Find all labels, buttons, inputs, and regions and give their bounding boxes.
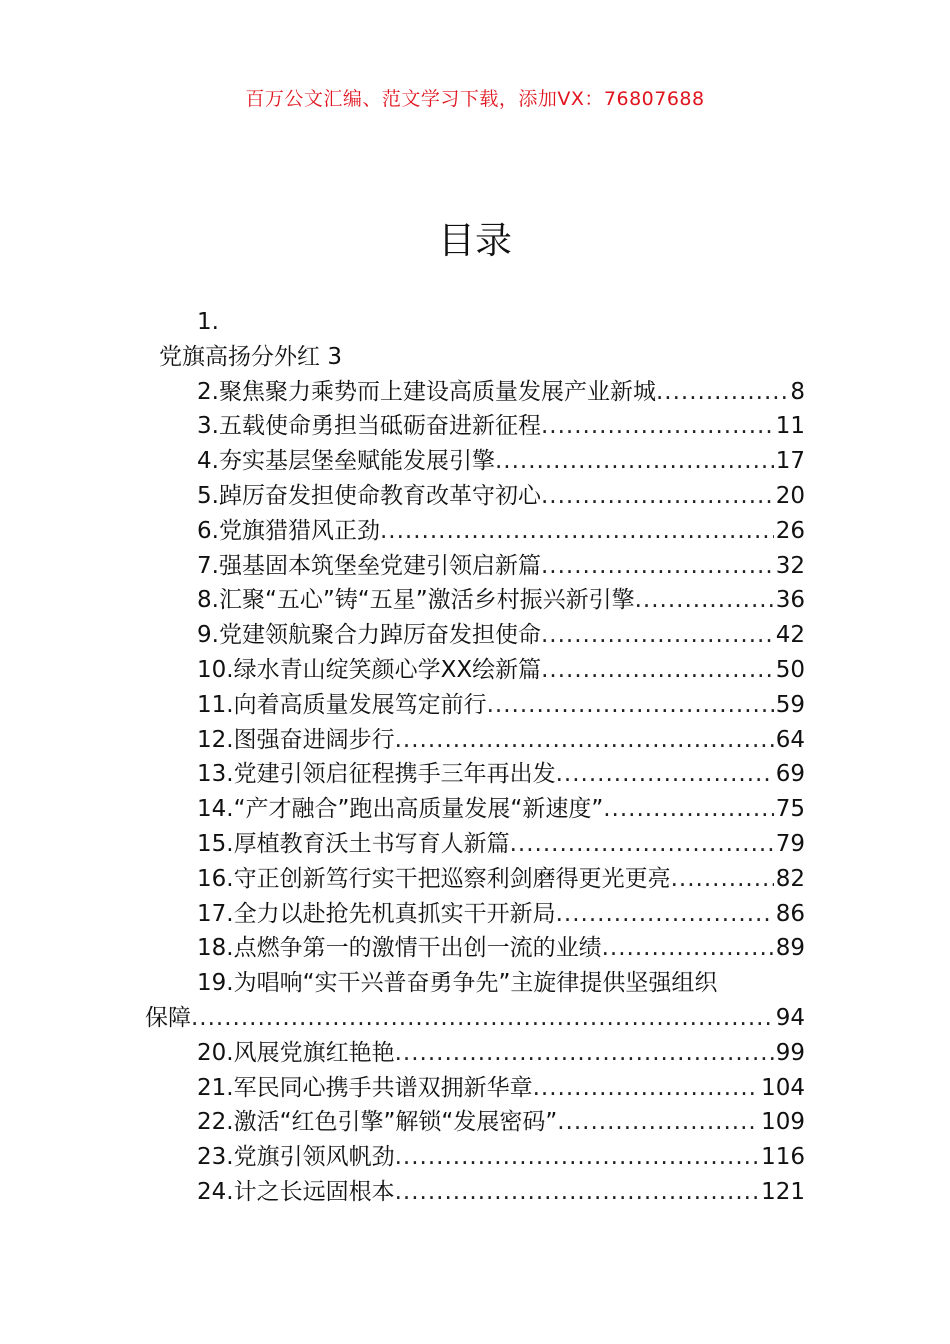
- toc-entry[interactable]: [145, 1140, 805, 1175]
- toc-entry-label: 22.激活“红色引擎”解锁“发展密码”: [197, 1109, 558, 1136]
- toc-leader-dots: [556, 897, 774, 932]
- toc-entry-page: 36: [775, 587, 805, 614]
- toc-entry-label: 8.汇聚“五心”铸“五星”激活乡村振兴新引擎: [197, 587, 635, 614]
- toc-entry-label: 9.党建领航聚合力踔厉奋发担使命: [197, 622, 541, 649]
- toc-entry-page: 64: [775, 726, 805, 753]
- toc-entry-1-number: 1.: [197, 309, 219, 335]
- toc-entry[interactable]: [145, 618, 805, 653]
- toc-entry[interactable]: [145, 1105, 805, 1140]
- toc-entry-label: 13.党建引领启征程携手三年再出发: [197, 761, 556, 788]
- toc-entry-label: 20.风展党旗红艳艳: [197, 1039, 395, 1066]
- toc-entry-page: 104: [761, 1074, 805, 1101]
- toc-entry-page: 121: [761, 1178, 805, 1205]
- toc-entry[interactable]: [145, 931, 805, 966]
- toc-entry[interactable]: [145, 897, 805, 932]
- toc-entry-page: 32: [775, 552, 805, 579]
- toc-entry-page: 116: [761, 1144, 805, 1171]
- toc-leader-dots: [395, 1175, 760, 1210]
- toc-entry-page: 50: [775, 656, 805, 683]
- toc-leader-dots: [395, 1140, 760, 1175]
- toc-entry-label: 5.踔厉奋发担使命教育改革守初心: [197, 482, 541, 509]
- toc-leader-dots: [556, 757, 774, 792]
- toc-entry-label: 15.厚植教育沃土书写育人新篇: [197, 830, 510, 857]
- toc-entry-page: 82: [775, 865, 805, 892]
- toc-entry-page: 8: [790, 378, 805, 405]
- toc-entry-label: 17.全力以赴抢先机真抓实干开新局: [197, 900, 556, 927]
- toc-entry-label: 23.党旗引领风帆劲: [197, 1144, 395, 1171]
- toc-entry-label: 21.军民同心携手共谱双拥新华章: [197, 1074, 533, 1101]
- toc-entry-label: 6.党旗猎猎风正劲: [197, 517, 380, 544]
- toc-leader-dots: [603, 792, 773, 827]
- toc-entry-page: 79: [775, 830, 805, 857]
- watermark-header: 百万公文汇编、范文学习下载，添加VX：76807688: [245, 88, 705, 110]
- toc-entry-page: 86: [775, 900, 805, 927]
- toc-entry[interactable]: [145, 653, 805, 688]
- toc-entry[interactable]: [145, 444, 805, 479]
- toc-entry[interactable]: [145, 1071, 805, 1106]
- toc-leader-dots: [656, 375, 788, 410]
- toc-entry-page: 42: [775, 622, 805, 649]
- toc-entry[interactable]: [145, 375, 805, 410]
- toc-entry-19-cont[interactable]: [145, 1001, 805, 1036]
- toc-leader-dots: [541, 479, 774, 514]
- toc-entry-label: 19.为唱响“实干兴普奋勇争先”主旋律提供坚强组织: [197, 970, 718, 997]
- toc-entry-label: 14.“产才融合”跑出高质量发展“新速度”: [197, 796, 604, 823]
- toc-entry-label: 12.图强奋进阔步行: [197, 726, 395, 753]
- toc-entry-label: 24.计之长远固根本: [197, 1178, 395, 1205]
- toc-leader-dots: [602, 931, 774, 966]
- toc-entry-label: 4.夯实基层堡垒赋能发展引擎: [197, 448, 495, 475]
- toc-entry[interactable]: [145, 1175, 805, 1210]
- toc-entry[interactable]: [145, 723, 805, 758]
- toc-entry[interactable]: [145, 792, 805, 827]
- toc-entry[interactable]: [145, 1036, 805, 1071]
- toc-leader-dots: [510, 827, 774, 862]
- toc-leader-dots: [533, 1071, 760, 1106]
- toc-leader-dots: [191, 1001, 774, 1036]
- toc-entry-label: 11.向着高质量发展笃定前行: [197, 691, 487, 718]
- toc-entry-page: 99: [775, 1039, 805, 1066]
- toc-entry[interactable]: [145, 827, 805, 862]
- toc-entry-label: 7.强基固本筑堡垒党建引领启新篇: [197, 552, 541, 579]
- toc-leader-dots: [541, 618, 774, 653]
- toc-leader-dots: [541, 549, 774, 584]
- toc-entry-page: 11: [775, 413, 805, 440]
- toc-entry[interactable]: [145, 479, 805, 514]
- toc-entry[interactable]: [145, 688, 805, 723]
- toc-leader-dots: [671, 862, 774, 897]
- toc-leader-dots: [635, 583, 774, 618]
- toc-leader-dots: [541, 409, 774, 444]
- table-of-contents: [145, 305, 805, 1210]
- toc-entry[interactable]: [145, 583, 805, 618]
- toc-entry-page: 26: [775, 517, 805, 544]
- toc-leader-dots: [380, 514, 774, 549]
- toc-entry-page: 17: [775, 448, 805, 475]
- toc-entry[interactable]: [145, 862, 805, 897]
- toc-entry-page: 3: [327, 343, 342, 370]
- toc-leader-dots: [487, 688, 774, 723]
- toc-entry[interactable]: [145, 514, 805, 549]
- toc-entry[interactable]: [145, 549, 805, 584]
- toc-entry-label: 保障: [145, 1004, 191, 1031]
- toc-entry-label: 党旗高扬分外红: [159, 343, 320, 370]
- toc-entry[interactable]: [145, 757, 805, 792]
- toc-entry-page: 75: [775, 796, 805, 823]
- toc-entry-label: 10.绿水青山绽笑颜心学XX绘新篇: [197, 656, 542, 683]
- toc-entry-page: 89: [775, 935, 805, 962]
- toc-entry-page: 69: [775, 761, 805, 788]
- toc-entry-page: 94: [775, 1004, 805, 1031]
- toc-entry-page: 59: [775, 691, 805, 718]
- toc-entry-page: 20: [775, 482, 805, 509]
- toc-entry[interactable]: [145, 409, 805, 444]
- toc-entry-label: 16.守正创新笃行实干把巡察利剑磨得更光更亮: [197, 865, 671, 892]
- toc-entry-page: 109: [761, 1109, 805, 1136]
- toc-entry-label: 2.聚焦聚力乘势而上建设高质量发展产业新城: [197, 378, 656, 405]
- toc-entry-1[interactable]: [145, 340, 805, 375]
- toc-leader-dots: [541, 653, 774, 688]
- toc-leader-dots: [557, 1105, 759, 1140]
- toc-entry-label: 18.点燃争第一的激情干出创一流的业绩: [197, 935, 602, 962]
- page-title: 目录: [438, 219, 512, 262]
- toc-entry-label: 3.五载使命勇担当砥砺奋进新征程: [197, 413, 541, 440]
- toc-leader-dots: [395, 723, 774, 758]
- toc-entry-19[interactable]: [145, 966, 805, 1001]
- toc-leader-dots: [395, 1036, 774, 1071]
- toc-leader-dots: [495, 444, 774, 479]
